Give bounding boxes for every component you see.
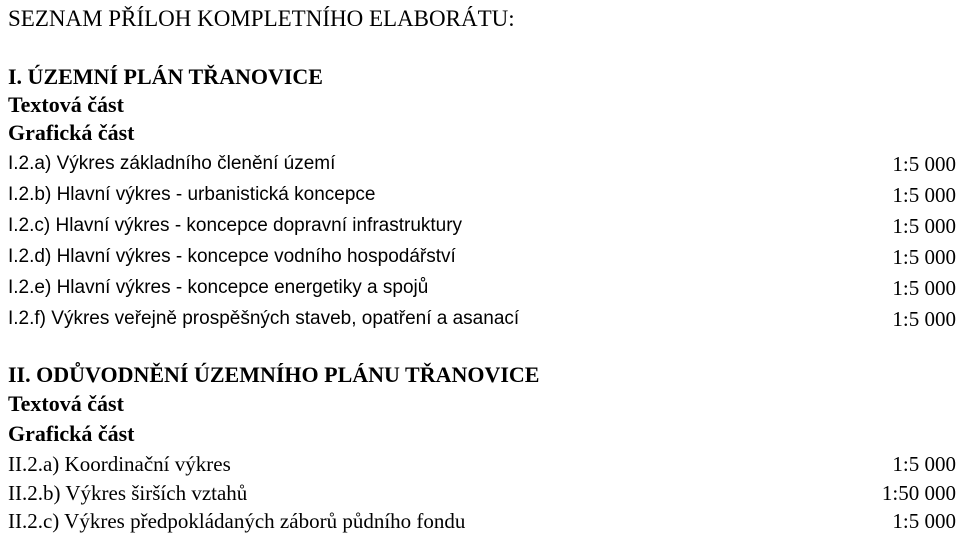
graphic-part-label: Grafická část — [8, 120, 135, 145]
drawing-row — [8, 507, 956, 535]
drawing-row — [8, 212, 956, 240]
drawing-scale: 1:50 000 — [881, 481, 956, 505]
drawing-scale: 1:5 000 — [892, 245, 956, 269]
text-part-label: Textová část — [8, 391, 124, 416]
drawing-label: I.2.d) Hlavní výkres - koncepce vodního hospodářství — [8, 246, 456, 267]
drawing-scale: 1:5 000 — [892, 183, 956, 207]
document-title: SEZNAM PŘÍLOH KOMPLETNÍHO ELABORÁTU: — [8, 6, 515, 31]
section-heading: I. ÚZEMNÍ PLÁN TŘANOVICE — [8, 64, 323, 89]
drawing-label: II.2.b) Výkres širších vztahů — [8, 481, 248, 505]
drawing-row — [8, 274, 956, 302]
drawing-row — [8, 181, 956, 209]
drawing-row — [8, 479, 956, 507]
drawing-label: I.2.b) Hlavní výkres - urbanistická koncepce — [8, 184, 376, 205]
drawing-row — [8, 305, 956, 333]
drawing-label: I.2.e) Hlavní výkres - koncepce energetiky a spojů — [8, 277, 429, 298]
text-part-label: Textová část — [8, 92, 124, 117]
drawing-scale: 1:5 000 — [892, 509, 956, 533]
drawing-row — [8, 150, 956, 178]
drawing-label: I.2.f) Výkres veřejně prospěšných staveb, opatření a asanací — [8, 308, 520, 329]
section-heading: II. ODŮVODNĚNÍ ÚZEMNÍHO PLÁNU TŘANOVICE — [8, 362, 540, 387]
drawing-scale: 1:5 000 — [892, 307, 956, 331]
drawing-row — [8, 450, 956, 478]
drawing-label: II.2.a) Koordinační výkres — [8, 452, 231, 476]
drawing-scale: 1:5 000 — [892, 452, 956, 476]
graphic-part-label: Grafická část — [8, 421, 135, 446]
drawing-scale: 1:5 000 — [892, 276, 956, 300]
drawing-scale: 1:5 000 — [892, 152, 956, 176]
drawing-scale: 1:5 000 — [892, 214, 956, 238]
drawing-row — [8, 243, 956, 271]
drawing-label: I.2.a) Výkres základního členění území — [8, 153, 336, 174]
drawing-label: I.2.c) Hlavní výkres - koncepce dopravní infrastruktury — [8, 215, 463, 236]
drawing-label: II.2.c) Výkres předpokládaných záborů půdního fondu — [8, 509, 466, 533]
